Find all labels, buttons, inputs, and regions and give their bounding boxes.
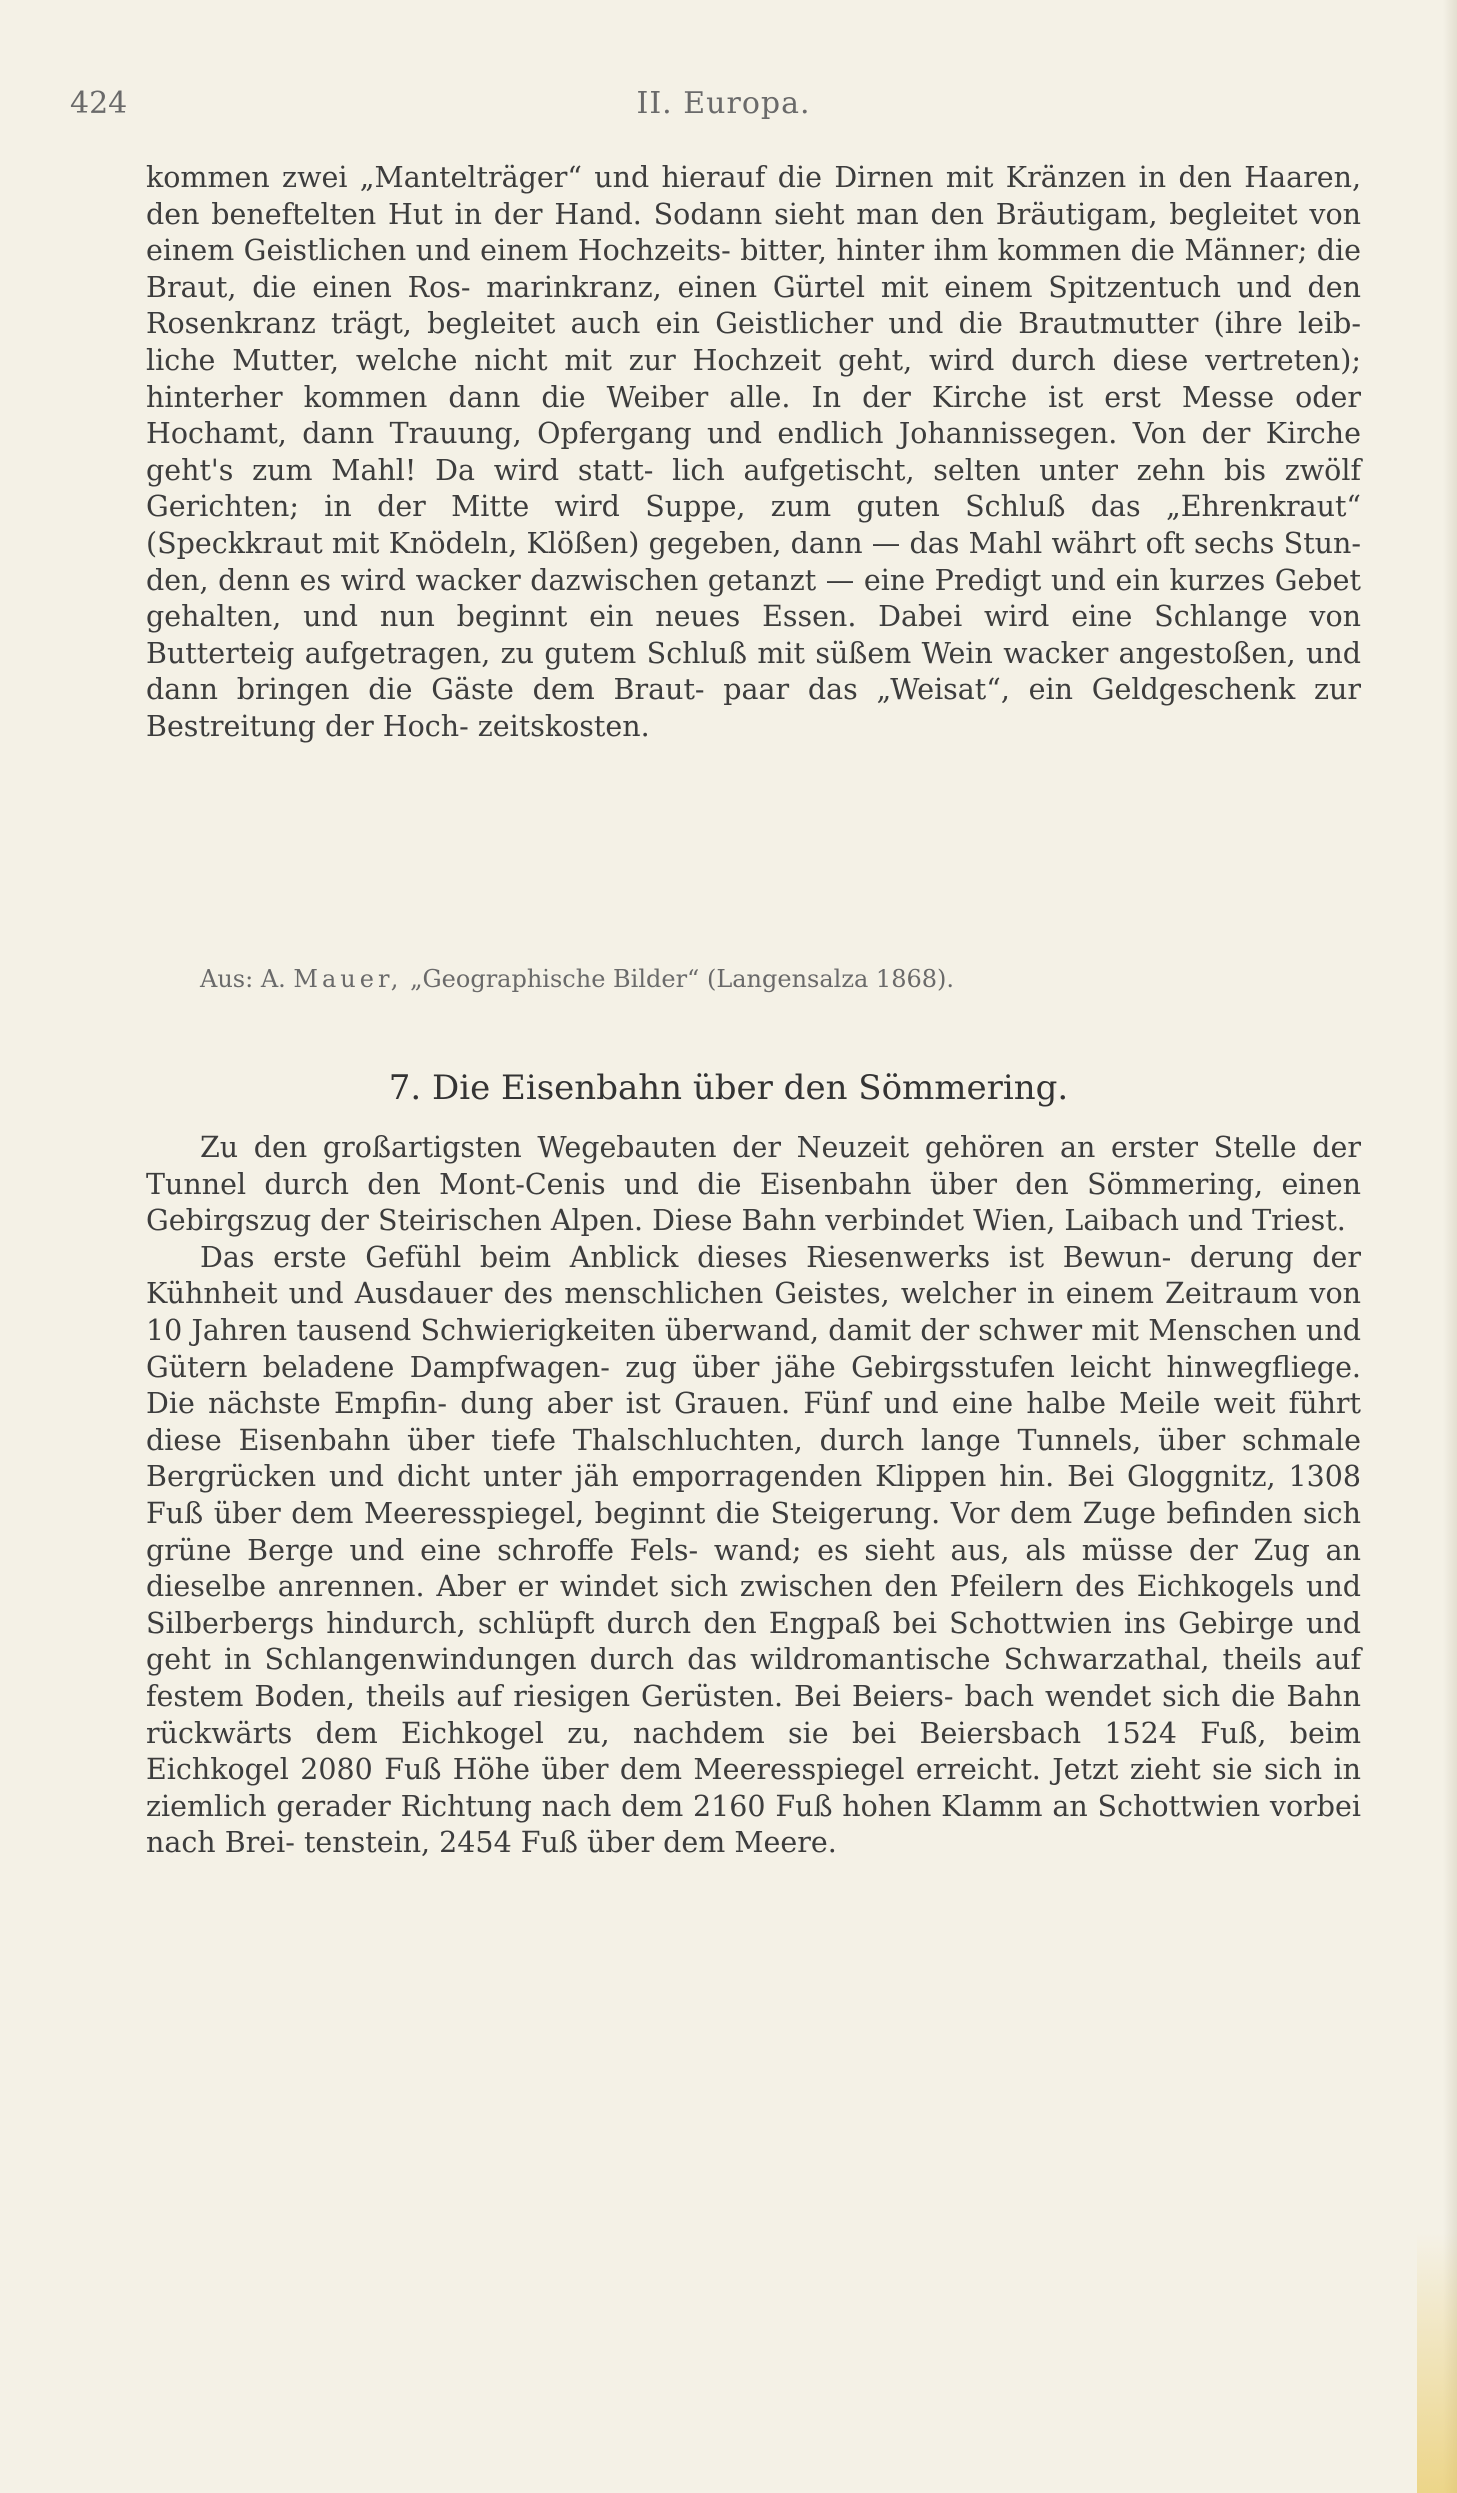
corner-stain bbox=[1417, 2233, 1457, 2493]
source-title: „Geographische Bilder“ (Langensalza 1868). bbox=[410, 965, 954, 993]
railway-passage bbox=[146, 1130, 1361, 1862]
section-heading: 7. Die Eisenbahn über den Sömmering. bbox=[388, 1068, 1069, 1108]
page-edge-shadow bbox=[1443, 0, 1457, 2493]
source-author: Mauer, bbox=[293, 965, 403, 993]
source-citation bbox=[200, 965, 954, 993]
page-number: 424 bbox=[70, 86, 128, 121]
wedding-paragraph: kommen zwei „Mantelträger“ und hierauf die Dirnen mit Kränzen in den Haaren, den beneftelten Hut in der Hand. Sodann sieht man den Bräutigam, begleitet von einem Geistlichen und einem Hochzeits- bitter, hinter ihm kommen die Männer; die Braut, die einen Ros- marinkranz, einen Gürtel mit einem Spitzentuch und den Rosenkranz trägt, begleitet auch ein Geistlicher und die Brautmutter (ihre leib- liche Mutter, welche nicht mit zur Hochzeit geht, wird durch diese vertreten); hinterher kommen dann die Weiber alle. In der Kirche ist erst Messe oder Hochamt, dann Trauung, Opfergang und endlich Johannissegen. Von der Kirche geht's zum Mahl! Da wird statt- lich aufgetischt, selten unter zehn bis zwölf Gerichten; in der Mitte wird Suppe, zum guten Schluß das „Ehrenkraut“ (Speckkraut mit Knödeln, Klößen) gegeben, dann — das Mahl währt oft sechs Stun- den, denn es wird wacker dazwischen getanzt — eine Predigt und ein kurzes Gebet gehalten, und nun beginnt ein neues Essen. Dabei wird eine Schlange von Butterteig aufgetragen, zu gutem Schluß mit süßem Wein wacker angestoßen, und dann bringen die Gäste dem Braut- paar das „Weisat“, ein Geldgeschenk zur Bestreitung der Hoch- zeitskosten. bbox=[146, 161, 1361, 743]
railway-paragraph-1: Zu den großartigsten Wegebauten der Neuzeit gehören an erster Stelle der Tunnel durch den Mont-Cenis und die Eisenbahn über den Sömmering, einen Gebirgszug der Steirischen Alpen. Diese Bahn verbindet Wien, Laibach und Triest. bbox=[146, 1131, 1361, 1238]
railway-paragraph-2: Das erste Gefühl beim Anblick dieses Riesenwerks ist Bewun- derung der Kühnheit und Ausdauer des menschlichen Geistes, welcher in einem Zeitraum von 10 Jahren tausend Schwierigkeiten überwand, damit der schwer mit Menschen und Gütern beladene Dampfwagen- zug über jähe Gebirgsstufen leicht hinwegfliege. Die nächste Empfin- dung aber ist Grauen. Fünf und eine halbe Meile weit führt diese Eisenbahn über tiefe Thalschluchten, durch lange Tunnels, über schmale Bergrücken und dicht unter jäh emporragenden Klippen hin. Bei Gloggnitz, 1308 Fuß über dem Meeresspiegel, beginnt die Steigerung. Vor dem Zuge befinden sich grüne Berge und eine schroffe Fels- wand; es sieht aus, als müsse der Zug an dieselbe anrennen. Aber er windet sich zwischen den Pfeilern des Eichkogels und Silberbergs hindurch, schlüpft durch den Engpaß bei Schottwien ins Gebirge und geht in Schlangenwindungen durch das wildromantische Schwarzathal, theils auf festem Boden, theils auf riesigen Gerüsten. Bei Beiers- bach wendet sich die Bahn rückwärts dem Eichkogel zu, nachdem sie bei Beiersbach 1524 Fuß, beim Eichkogel 2080 Fuß Höhe über dem Meeresspiegel erreicht. Jetzt zieht sie sich in ziemlich gerader Richtung nach dem 2160 Fuß hohen Klamm an Schottwien vorbei nach Brei- tenstein, 2454 Fuß über dem Meere. bbox=[146, 1240, 1361, 1860]
wedding-passage bbox=[146, 160, 1361, 746]
running-title: II. Europa. bbox=[636, 86, 811, 121]
page-header bbox=[70, 86, 1377, 136]
source-prefix: Aus: A. bbox=[200, 965, 286, 993]
